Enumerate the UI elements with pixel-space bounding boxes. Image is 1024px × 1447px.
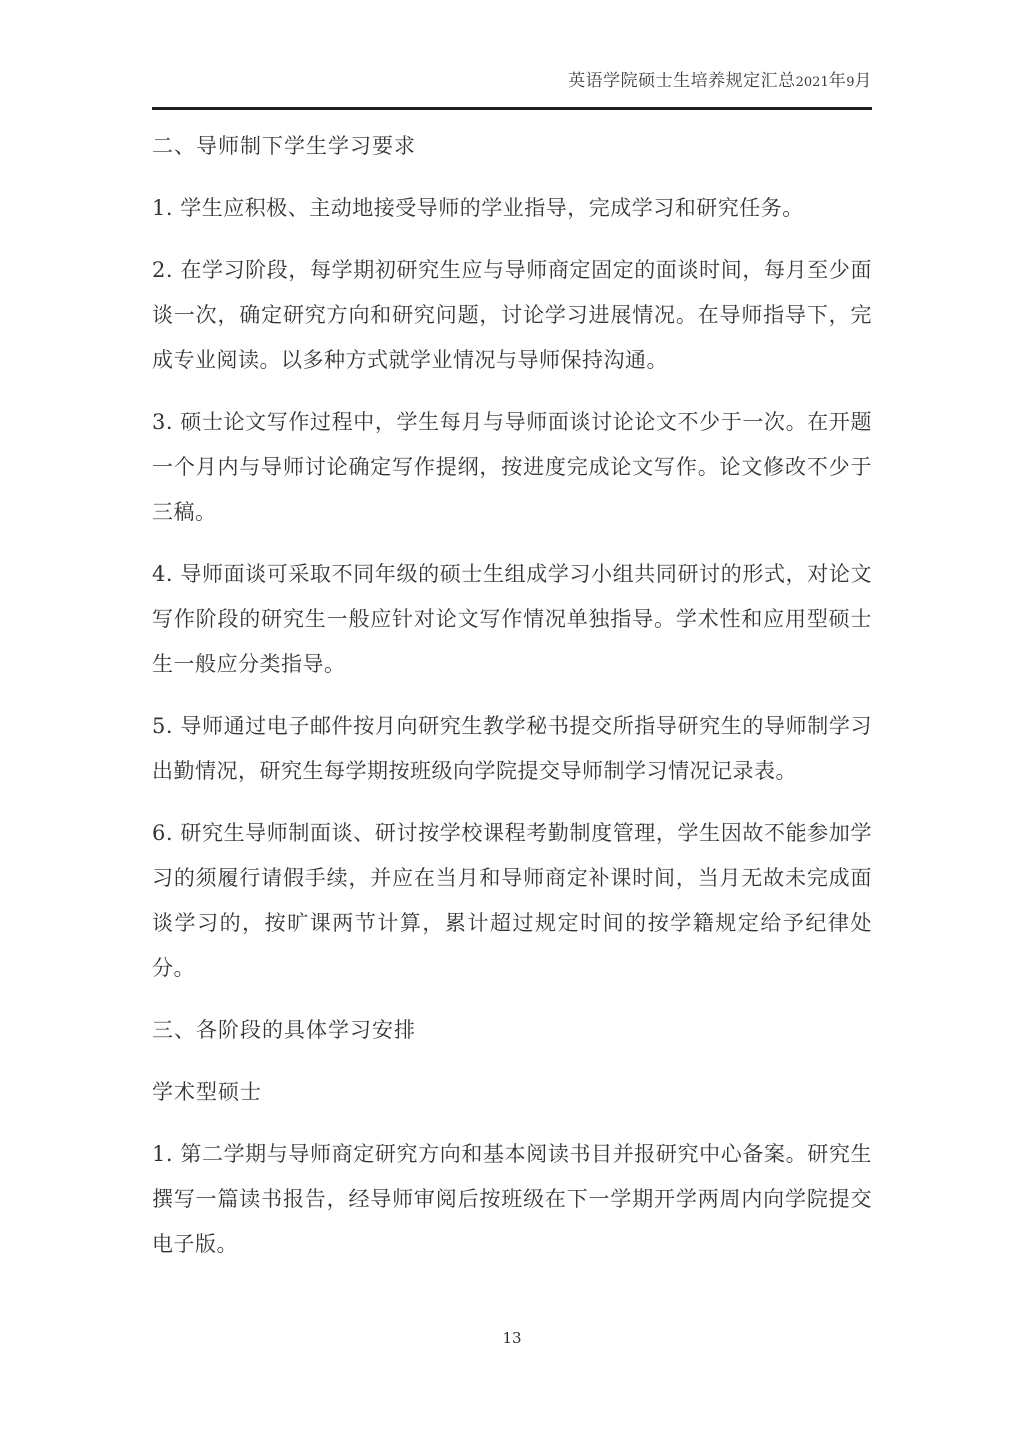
header-year: 2021 [795,75,829,90]
section-heading-stage-arrangements: 三、各阶段的具体学习安排 [152,1018,416,1042]
page-number: 13 [502,1329,522,1347]
header-rule [152,107,872,110]
paragraph-s2-6: 6. 研究生导师制面谈、研讨按学校课程考勤制度管理，学生因故不能参加学习的须履行请假手续，并应在当月和导师商定补课时间，当月无故未完成面谈学习的，按旷课两节计算，累计超过规定时间的按学籍规定给予纪律处分。 [152,821,872,980]
header-month: 9 [846,75,855,90]
paragraph-s2-3: 3. 硕士论文写作过程中，学生每月与导师面谈讨论论文不少于一次。在开题一个月内与导师讨论确定写作提纲，按进度完成论文写作。论文修改不少于三稿。 [152,410,872,524]
paragraph-s2-1: 1. 学生应积极、主动地接受导师的学业指导，完成学习和研究任务。 [152,196,804,220]
paragraph-s2-5: 5. 导师通过电子邮件按月向研究生教学秘书提交所指导研究生的导师制学习出勤情况，研究生每学期按班级向学院提交导师制学习情况记录表。 [152,714,872,783]
section-heading-mentor-requirements: 二、导师制下学生学习要求 [152,134,416,158]
document-body [152,124,872,1267]
page-header [152,0,872,94]
subheading-academic-masters: 学术型硕士 [152,1080,262,1104]
header-title: 英语学院硕士生培养规定汇总 [568,71,796,91]
paragraph-s2-4: 4. 导师面谈可采取不同年级的硕士生组成学习小组共同研讨的形式，对论文写作阶段的研究生一般应针对论文写作情况单独指导。学术性和应用型硕士生一般应分类指导。 [152,562,872,676]
paragraph-s2-2: 2. 在学习阶段，每学期初研究生应与导师商定固定的面谈时间，每月至少面谈一次，确定研究方向和研究问题，讨论学习进展情况。在导师指导下，完成专业阅读。以多种方式就学业情况与导师保持沟通。 [152,258,872,372]
paragraph-s3-1: 1. 第二学期与导师商定研究方向和基本阅读书目并报研究中心备案。研究生撰写一篇读书报告，经导师审阅后按班级在下一学期开学两周内向学院提交电子版。 [152,1142,872,1256]
header-month-unit: 月 [854,71,872,91]
header-year-unit: 年 [828,71,847,91]
